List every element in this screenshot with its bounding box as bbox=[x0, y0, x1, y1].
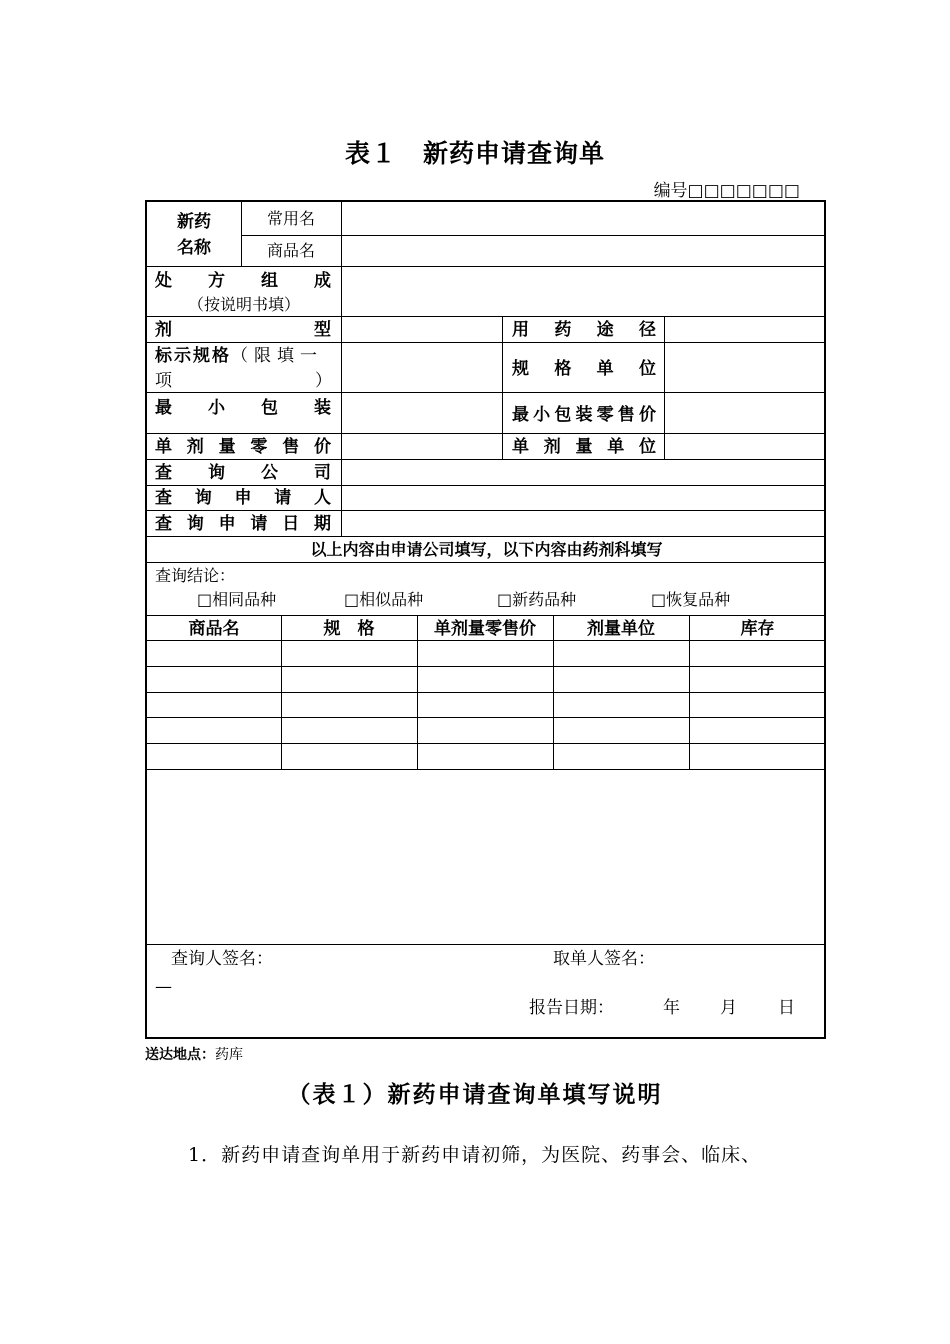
serial-number: 编号□□□□□□□ bbox=[653, 181, 800, 201]
unit-dose-unit-label: 单 剂 量 单 位 bbox=[512, 437, 656, 457]
dosage-form-label: 剂 型 bbox=[155, 320, 331, 340]
drug-name-label-line2: 名称 bbox=[177, 238, 211, 258]
divider-text: 以上内容由申请公司填写，以下内容由药剂科填写 bbox=[310, 540, 663, 559]
route-label: 用 药 途 径 bbox=[512, 320, 656, 340]
unit-dose-price-label: 单 剂 量 零 售 价 bbox=[155, 437, 331, 457]
signature-dash: — bbox=[155, 977, 172, 997]
report-date-label: 报告日期： bbox=[529, 998, 614, 1018]
min-pack-label: 最 小 包 装 bbox=[155, 398, 331, 418]
section-title: （表１）新药申请查询单填写说明 bbox=[287, 1081, 663, 1108]
paragraph-1: 1．新药申请查询单用于新药申请初筛，为医院、药事会、临床、 bbox=[188, 1144, 762, 1166]
query-company-label: 查 询 公 司 bbox=[155, 463, 331, 483]
spec-unit-label: 规 格 单 位 bbox=[512, 359, 656, 379]
report-year: 年 bbox=[663, 998, 680, 1018]
applicant-label: 查 询 申 请 人 bbox=[155, 488, 331, 508]
spec-label: 标示规格（限填一 bbox=[155, 346, 323, 366]
common-name-label: 常用名 bbox=[266, 209, 315, 228]
spec-hint-c: ） bbox=[315, 371, 332, 391]
delivery-location: 送达地点：药库 bbox=[145, 1047, 243, 1063]
composition-label: 处 方 组 成 bbox=[155, 271, 331, 291]
drug-name-label-line1: 新药 bbox=[177, 212, 211, 232]
inquirer-signature: 查询人签名： bbox=[171, 949, 273, 969]
option-new[interactable]: □新药品种 bbox=[497, 590, 577, 609]
header-brand: 商品名 bbox=[188, 619, 240, 639]
header-dose-unit: 剂量单位 bbox=[587, 619, 655, 639]
report-day: 日 bbox=[778, 998, 795, 1018]
collector-signature: 取单人签名： bbox=[553, 949, 655, 969]
option-same[interactable]: □相同品种 bbox=[197, 590, 277, 609]
header-unit-price: 单剂量零售价 bbox=[434, 619, 536, 639]
page-title: 表１ 新药申请查询单 bbox=[344, 139, 605, 168]
spec-hint-b: 项 bbox=[155, 371, 172, 391]
composition-hint: （按说明书填） bbox=[187, 295, 300, 314]
header-stock: 库存 bbox=[740, 619, 775, 639]
conclusion-label: 查询结论： bbox=[155, 566, 236, 585]
report-month: 月 bbox=[720, 998, 737, 1018]
option-restore[interactable]: □恢复品种 bbox=[651, 590, 731, 609]
brand-name-label: 商品名 bbox=[266, 241, 315, 260]
header-spec: 规 格 bbox=[323, 619, 375, 639]
option-similar[interactable]: □相似品种 bbox=[344, 590, 424, 609]
min-pack-price-label: 最 小 包 装 零 售 价 bbox=[512, 405, 656, 425]
query-form bbox=[145, 200, 826, 1039]
apply-date-label: 查 询 申 请 日 期 bbox=[155, 514, 331, 534]
